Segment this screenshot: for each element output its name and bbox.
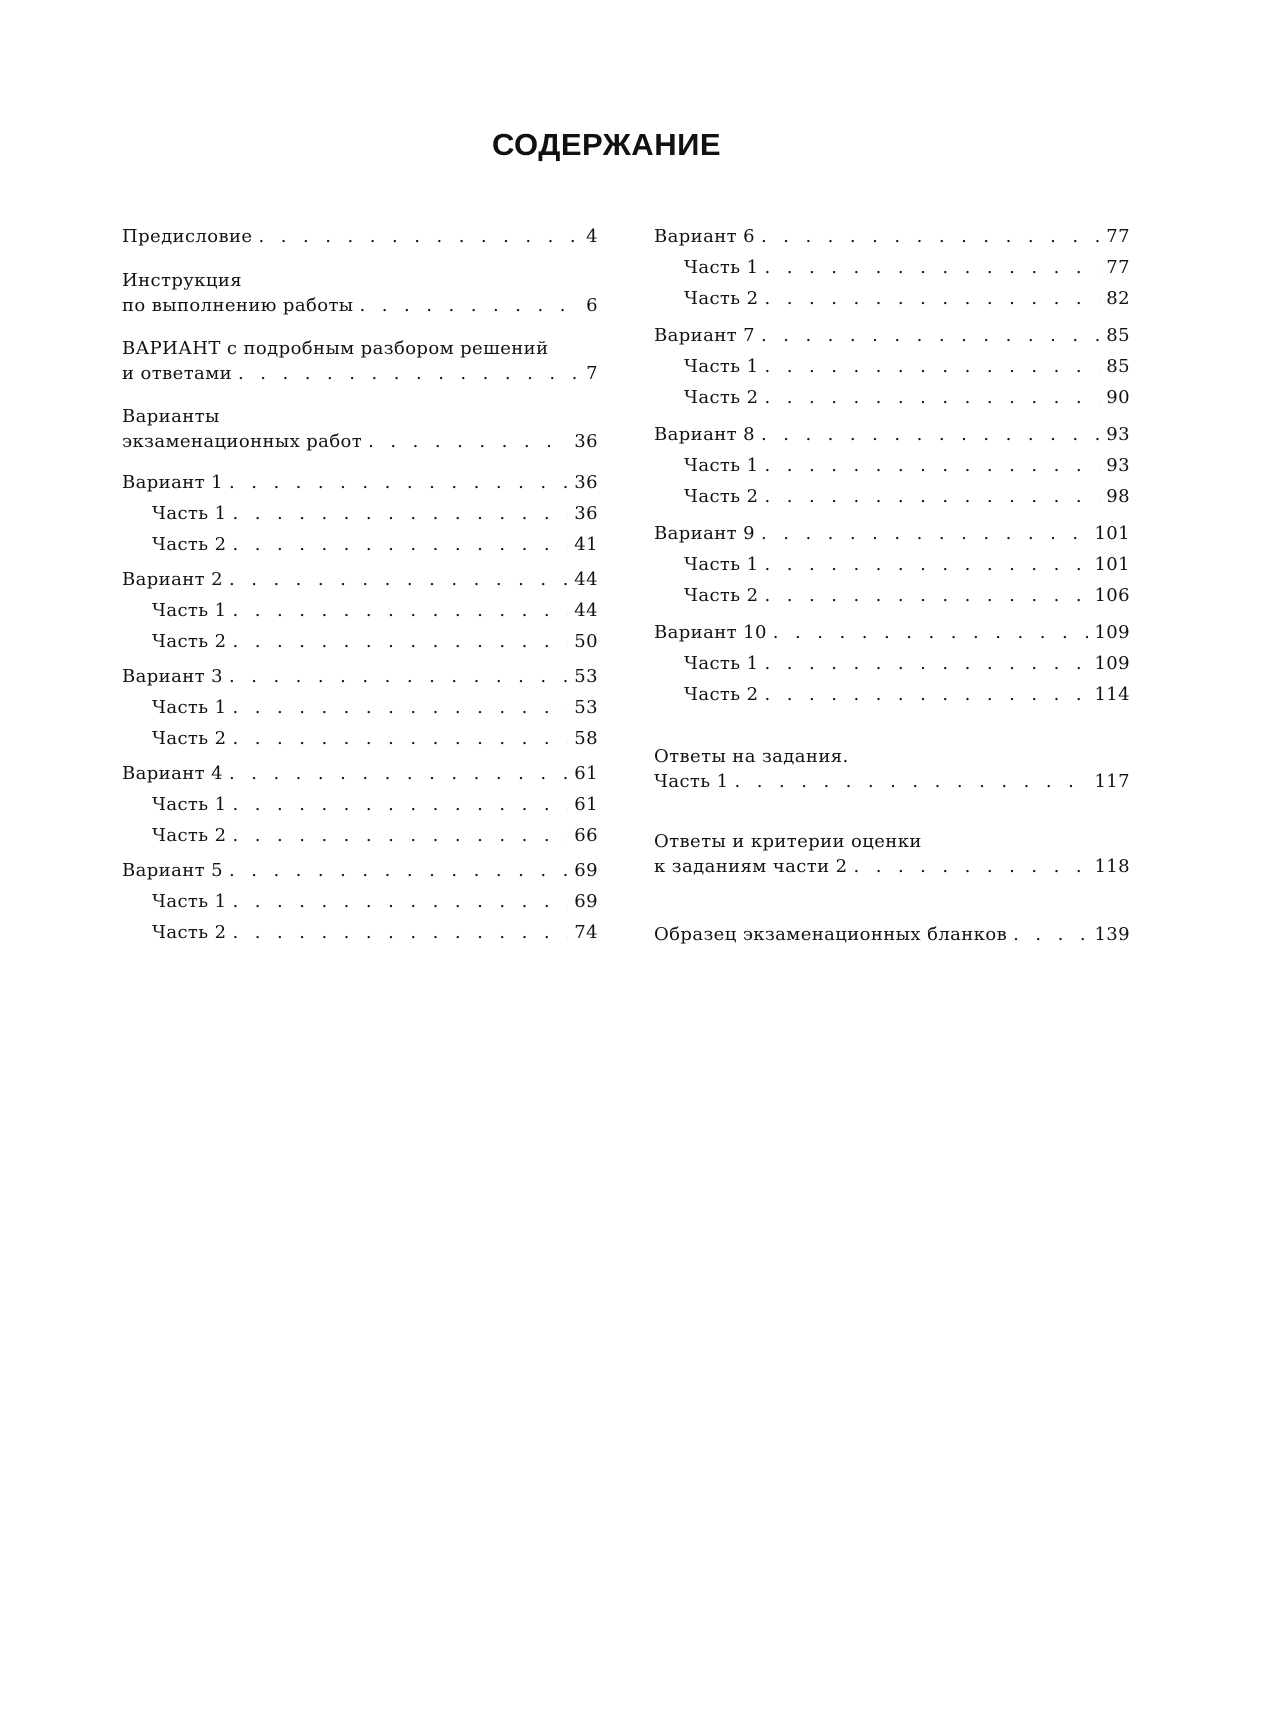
toc-entry-page: 77 (1106, 257, 1130, 278)
toc-entry-worked-variant[interactable] (122, 336, 598, 386)
page-title: СОДЕРЖАНИЕ (491, 127, 722, 162)
toc-entry-page: 44 (574, 569, 598, 590)
toc-entry-page: 118 (1094, 856, 1130, 877)
leader-dots (238, 361, 580, 386)
toc-entry-page: 90 (1106, 387, 1130, 408)
toc-entry-exam-variants[interactable] (122, 404, 598, 454)
toc-entry-label: Вариант 9 (654, 523, 755, 544)
toc-entry-page: 93 (1106, 424, 1130, 445)
toc-entry-page: 50 (574, 631, 598, 652)
toc-entry-label: Часть 2 (684, 486, 759, 507)
leader-dots (764, 354, 1100, 379)
toc-entry-page: 114 (1094, 684, 1130, 705)
toc-entry-page: 69 (574, 891, 598, 912)
leader-dots (232, 598, 568, 623)
toc-entry-page: 109 (1094, 622, 1130, 643)
toc-entry-label-line1: Ответы и критерии оценки (654, 831, 922, 852)
leader-dots (764, 255, 1100, 280)
toc-entry-page: 58 (574, 728, 598, 749)
toc-entry-label-line1: ВАРИАНТ с подробным разбором решений (122, 338, 549, 359)
toc-entry-page: 61 (574, 794, 598, 815)
toc-entry-page: 74 (574, 922, 598, 943)
toc-entry-page: 77 (1106, 226, 1130, 247)
toc-entry-variant-3-part-2[interactable] (152, 726, 598, 751)
toc-entry-variant-5-part-2[interactable] (152, 920, 598, 945)
toc-entry-page: 53 (574, 697, 598, 718)
toc-entry-page: 4 (586, 226, 598, 247)
leader-dots (259, 224, 581, 249)
toc-entry-label: по выполнению работы (122, 295, 354, 316)
leader-dots (232, 792, 568, 817)
leader-dots (232, 695, 568, 720)
leader-dots (229, 858, 568, 883)
toc-entry-variant-4[interactable] (122, 761, 598, 786)
toc-entry-label: Вариант 6 (654, 226, 755, 247)
toc-entry-label: Часть 2 (684, 585, 759, 606)
toc-entry-label: Вариант 5 (122, 860, 223, 881)
toc-entry-page: 109 (1094, 653, 1130, 674)
toc-entry-variant-2-part-2[interactable] (152, 629, 598, 654)
toc-entry-preface[interactable] (122, 224, 598, 249)
toc-entry-page: 36 (574, 472, 598, 493)
toc-entry-label: Часть 2 (152, 534, 227, 555)
toc-entry-label: Часть 2 (152, 631, 227, 652)
toc-entry-label: Часть 2 (152, 922, 227, 943)
leader-dots (734, 769, 1088, 794)
toc-entry-variant-4-part-1[interactable] (152, 792, 598, 817)
toc-entry-variant-2-part-1[interactable] (152, 598, 598, 623)
leader-dots (229, 567, 568, 592)
leader-dots (368, 429, 568, 454)
leader-dots (232, 501, 568, 526)
leader-dots (229, 664, 568, 689)
toc-entry-variant-8-part-2[interactable] (684, 484, 1130, 509)
toc-entry-label: экзаменационных работ (122, 431, 363, 452)
toc-entry-label: Часть 2 (152, 825, 227, 846)
leader-dots (1013, 922, 1088, 947)
toc-entry-variant-8-part-1[interactable] (684, 453, 1130, 478)
toc-entry-label: Часть 1 (152, 503, 227, 524)
toc-entry-label: Часть 1 (152, 697, 227, 718)
toc-entry-variant-7-part-2[interactable] (684, 385, 1130, 410)
toc-entry-variant-1[interactable] (122, 470, 598, 495)
leader-dots (764, 286, 1100, 311)
leader-dots (232, 889, 568, 914)
leader-dots (232, 532, 568, 557)
toc-entry-label: и ответами (122, 363, 232, 384)
leader-dots (773, 620, 1089, 645)
toc-entry-page: 36 (574, 431, 598, 452)
leader-dots (232, 920, 568, 945)
toc-entry-variant-9[interactable] (654, 521, 1130, 546)
toc-entry-label: Часть 1 (684, 455, 759, 476)
leader-dots (764, 552, 1088, 577)
toc-entry-variant-10-part-2[interactable] (684, 682, 1130, 707)
leader-dots (764, 484, 1100, 509)
toc-entry-page: 66 (574, 825, 598, 846)
toc-entry-label: Часть 1 (684, 653, 759, 674)
toc-entry-label: Часть 1 (684, 356, 759, 377)
toc-entry-label: Образец экзаменационных бланков (654, 924, 1008, 945)
leader-dots (232, 629, 568, 654)
leader-dots (764, 385, 1100, 410)
toc-entry-label-line1: Инструкция (122, 270, 243, 291)
toc-entry-variant-6-part-1[interactable] (684, 255, 1130, 280)
toc-entry-answers-part-1[interactable] (654, 744, 1130, 794)
leader-dots (764, 651, 1088, 676)
toc-entry-label: Вариант 4 (122, 763, 223, 784)
toc-entry-label: Часть 2 (684, 288, 759, 309)
toc-entry-variant-6[interactable] (654, 224, 1130, 249)
toc-entry-page: 41 (574, 534, 598, 555)
leader-dots (764, 583, 1088, 608)
toc-entry-instructions[interactable] (122, 268, 598, 318)
toc-entry-page: 93 (1106, 455, 1130, 476)
toc-entry-variant-10-part-1[interactable] (684, 651, 1130, 676)
toc-entry-page: 106 (1094, 585, 1130, 606)
toc-entry-label: Часть 2 (152, 728, 227, 749)
toc-entry-variant-9-part-1[interactable] (684, 552, 1130, 577)
toc-entry-page: 82 (1106, 288, 1130, 309)
toc-entry-variant-2[interactable] (122, 567, 598, 592)
toc-entry-label: Часть 1 (152, 600, 227, 621)
toc-entry-label: к заданиям части 2 (654, 856, 848, 877)
toc-entry-page: 6 (586, 295, 598, 316)
toc-entry-page: 101 (1094, 554, 1130, 575)
toc-entry-label: Часть 1 (152, 794, 227, 815)
toc-entry-page: 85 (1106, 325, 1130, 346)
toc-entry-variant-1-part-1[interactable] (152, 501, 598, 526)
leader-dots (761, 422, 1100, 447)
toc-entry-variant-7-part-1[interactable] (684, 354, 1130, 379)
toc-entry-label: Вариант 7 (654, 325, 755, 346)
leader-dots (761, 521, 1088, 546)
toc-entry-label: Часть 1 (654, 771, 729, 792)
toc-entry-variant-3[interactable] (122, 664, 598, 689)
toc-entry-page: 7 (586, 363, 598, 384)
toc-entry-label: Часть 2 (684, 387, 759, 408)
leader-dots (853, 854, 1088, 879)
toc-entry-variant-10[interactable] (654, 620, 1130, 645)
toc-entry-page: 53 (574, 666, 598, 687)
leader-dots (232, 726, 568, 751)
toc-entry-label: Вариант 1 (122, 472, 223, 493)
leader-dots (229, 761, 568, 786)
toc-entry-label: Вариант 2 (122, 569, 223, 590)
toc-entry-page: 101 (1094, 523, 1130, 544)
toc-entry-label: Предисловие (122, 226, 253, 247)
leader-dots (764, 453, 1100, 478)
toc-entry-variant-9-part-2[interactable] (684, 583, 1130, 608)
leader-dots (232, 823, 568, 848)
leader-dots (229, 470, 568, 495)
toc-entry-label: Вариант 10 (654, 622, 767, 643)
leader-dots (360, 293, 581, 318)
toc-entry-variant-7[interactable] (654, 323, 1130, 348)
toc-entry-variant-4-part-2[interactable] (152, 823, 598, 848)
toc-entry-label: Вариант 3 (122, 666, 223, 687)
leader-dots (761, 224, 1100, 249)
toc-entry-label: Часть 1 (684, 257, 759, 278)
toc-entry-page: 69 (574, 860, 598, 881)
toc-entry-answer-forms[interactable] (654, 922, 1130, 947)
toc-entry-variant-1-part-2[interactable] (152, 532, 598, 557)
toc-entry-label: Вариант 8 (654, 424, 755, 445)
toc-entry-page: 117 (1094, 771, 1130, 792)
toc-entry-variant-5[interactable] (122, 858, 598, 883)
toc-entry-label: Часть 1 (684, 554, 759, 575)
toc-entry-page: 36 (574, 503, 598, 524)
toc-entry-page: 85 (1106, 356, 1130, 377)
leader-dots (761, 323, 1100, 348)
leader-dots (764, 682, 1088, 707)
toc-entry-label-line1: Варианты (122, 406, 220, 427)
toc-entry-label: Часть 2 (684, 684, 759, 705)
toc-entry-variant-3-part-1[interactable] (152, 695, 598, 720)
toc-entry-page: 139 (1094, 924, 1130, 945)
toc-entry-label: Часть 1 (152, 891, 227, 912)
toc-entry-page: 98 (1106, 486, 1130, 507)
toc-entry-variant-6-part-2[interactable] (684, 286, 1130, 311)
toc-entry-page: 44 (574, 600, 598, 621)
toc-entry-variant-5-part-1[interactable] (152, 889, 598, 914)
toc-entry-answers-part-2[interactable] (654, 829, 1130, 879)
toc-entry-label-line1: Ответы на задания. (654, 746, 849, 767)
toc-entry-variant-8[interactable] (654, 422, 1130, 447)
toc-entry-page: 61 (574, 763, 598, 784)
